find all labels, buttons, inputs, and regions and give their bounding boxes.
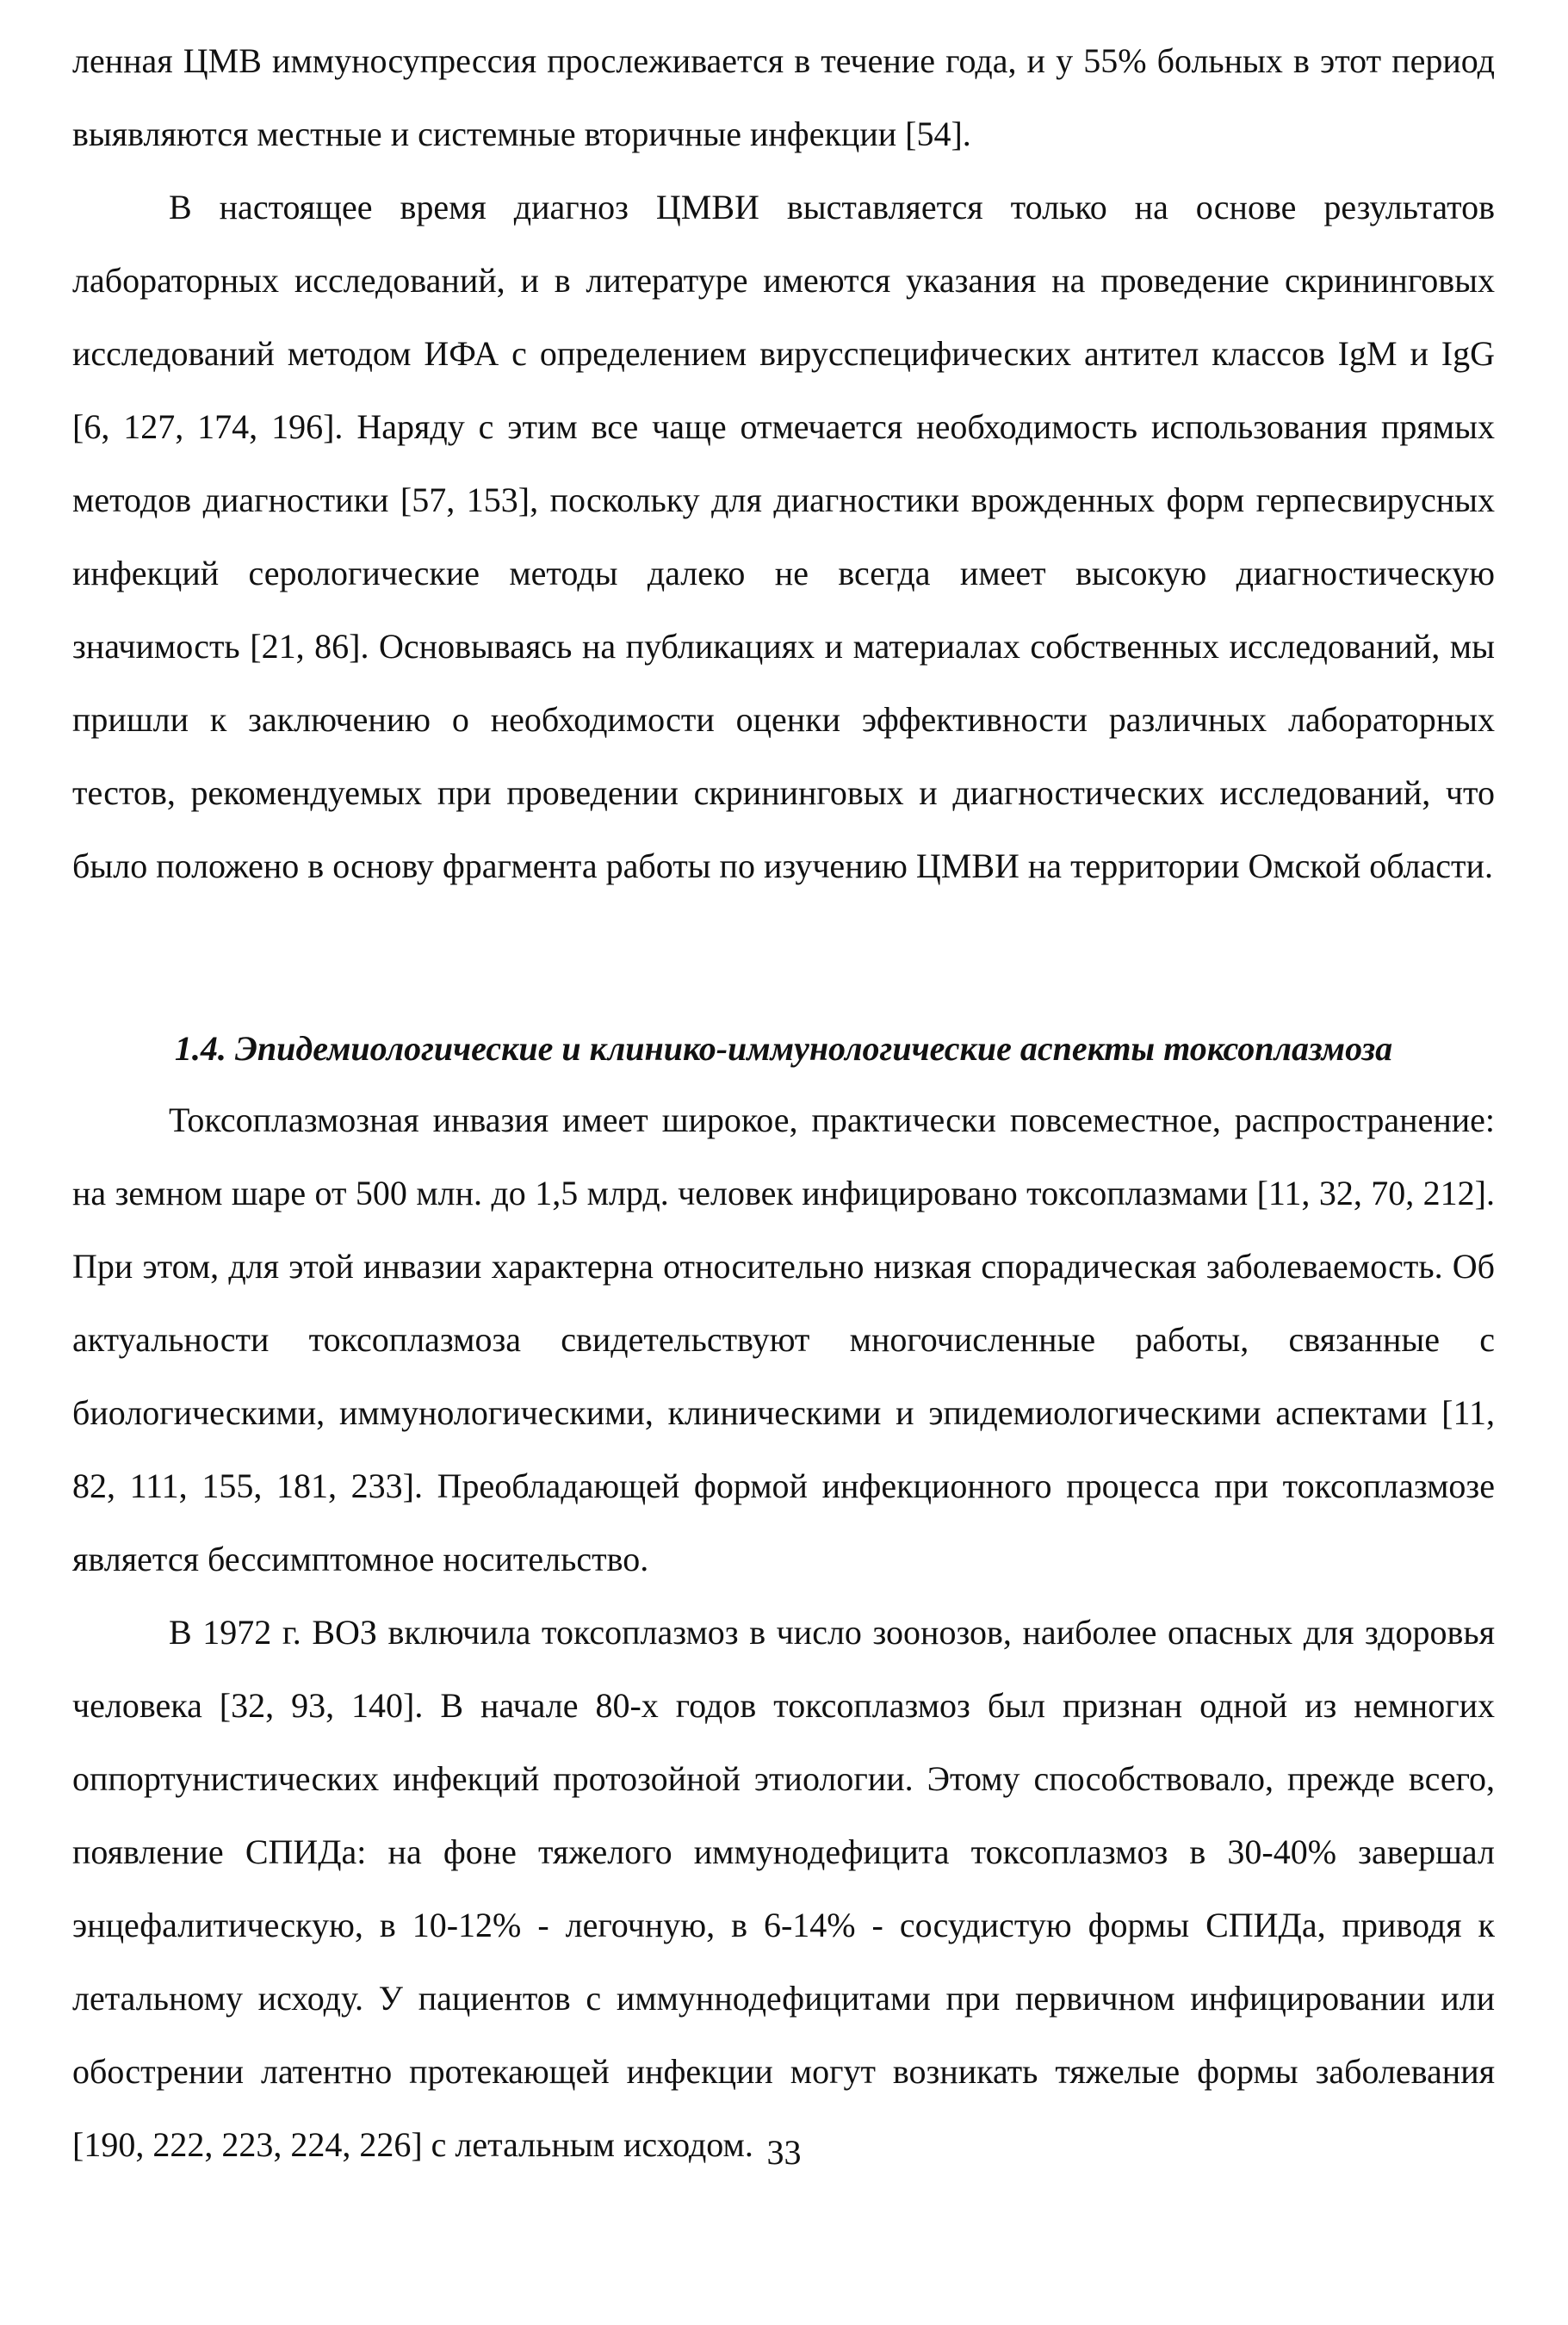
paragraph-continuation: ленная ЦМВ иммуносупрессия прослеживается в течение года, и у 55% больных в этот период выявляются местные и системные вторичные инфекции [54]. xyxy=(72,41,1495,153)
paragraph-toxoplasmosis-who: В 1972 г. ВОЗ включила токсоплазмоз в число зоонозов, наиболее опасных для здоровья человека [32, 93, 140]. В начале 80-х годов токсоплазмоз был признан одной из немногих оппортунистических инфекций протозойной этиологии. Этому способствовало, прежде всего, появление СПИДа: на фоне тяжелого иммунодефицита токсоплазмоз в 30-40% завершал энцефалитическую, в 10-12% - легочную, в 6-14% - сосудистую формы СПИДа, приводя к летальному исходу. У пациентов с иммуннодефицитами при первичном инфицировании или обострении латентно протекающей инфекции могут возникать тяжелые формы заболевания [190, 222, 223, 224, 226] с летальным исходом. xyxy=(72,1613,1495,2164)
section-heading: 1.4. Эпидемиологические и клинико-иммунологические аспекты токсоплазмоза xyxy=(174,1029,1393,1068)
text-block-top xyxy=(72,24,1495,902)
text-block-bottom xyxy=(72,1083,1495,2181)
paragraph-toxoplasmosis-prevalence: Токсоплазмозная инвазия имеет широкое, практически повсеместное, распространение: на земном шаре от 500 млн. до 1,5 млрд. человек инфицировано токсоплазмами [11, 32, 70, 212]. При этом, для этой инвазии характерна относительно низкая спорадическая заболеваемость. Об актуальности токсоплазмоза свидетельствуют многочисленные работы, связанные с биологическими, иммунологическими, клиническими и эпидемиологическими аспектами [11, 82, 111, 155, 181, 233]. Преобладающей формой инфекционного процесса при токсоплазмозе является бессимптомное носительство. xyxy=(72,1100,1495,1578)
paragraph-cmv-diagnosis: В настоящее время диагноз ЦМВИ выставляется только на основе результатов лабораторных исследований, и в литературе имеются указания на проведение скрининговых исследований методом ИФА с определением вирусспецифических антител классов IgM и IgG [6, 127, 174, 196]. Наряду с этим все чаще отмечается необходимость использования прямых методов диагностики [57, 153], поскольку для диагностики врожденных форм герпесвирусных инфекций серологические методы далеко не всегда имеет высокую диагностическую значимость [21, 86]. Основываясь на публикациях и материалах собственных исследований, мы пришли к заключению о необходимости оценки эффективности различных лабораторных тестов, рекомендуемых при проведении скрининговых и диагностических исследований, что было положено в основу фрагмента работы по изучению ЦМВИ на территории Омской области. xyxy=(72,188,1495,885)
page-number: 33 xyxy=(766,2133,802,2172)
